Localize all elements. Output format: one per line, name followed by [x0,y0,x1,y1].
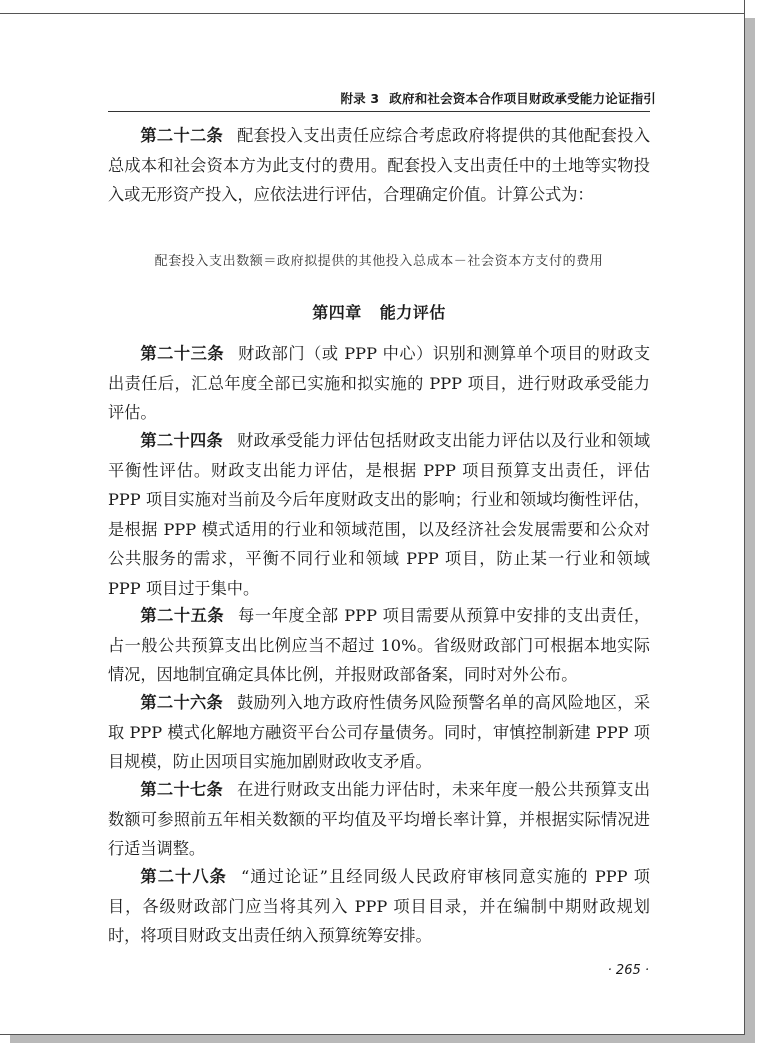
running-head [340,89,656,107]
article-22-text: 配套投入支出责任应综合考虑政府将提供的其他配套投入总成本和社会资本方为此支付的费用。配套投入支出责任中的土地等实物投入或无形资产投入，应依法进行评估，合理确定价值。计算公式为： [108,126,651,204]
article-28-text: “通过论证”且经同级人民政府审核同意实施的 PPP 项目，各级财政部门应当将其列入 PPP 项目目录，并在编制中期财政规划时，将项目财政支出责任纳入预算统筹安排。 [108,867,650,945]
chapter-heading [108,300,650,323]
page-number: · 265 · [607,963,649,978]
article-25 [108,601,650,690]
article-26 [108,688,650,777]
article-26-number: 第二十六条 [140,693,224,712]
article-24-text: 财政承受能力评估包括财政支出能力评估以及行业和领域平衡性评估。财政支出能力评估，是根据 PPP 项目预算支出责任，评估 PPP 项目实施对当前及今后年度财政支出的影响；行业和领域均衡性评估，是根据 PPP 模式适用的行业和领域范围，以及经济社会发展需要和公众对公共服务的需求，平衡不同行业和领域 PPP 项目，防止某一行业和领域 PPP 项目过于集中。 [108,431,651,598]
formula: 配套投入支出数额＝政府拟提供的其他投入总成本－社会资本方支付的费用 [154,254,604,269]
article-23-text: 财政部门（或 PPP 中心）识别和测算单个项目的财政支出责任后，汇总年度全部已实施和拟实施的 PPP 项目，进行财政承受能力评估。 [108,344,651,422]
running-head-appendix: 附录 3 [340,91,380,106]
running-head-title: 政府和社会资本合作项目财政承受能力论证指引 [389,91,656,106]
article-25-text: 每一年度全部 PPP 项目需要从预算中安排的支出责任，占一般公共预算支出比例应当不超过 10%。省级财政部门可根据本地实际情况，因地制宜确定具体比例，并报财政部备案，同时对外公布。 [108,606,651,684]
chapter-number: 第四章 [312,303,362,322]
chapter-title: 能力评估 [379,303,446,322]
article-24-number: 第二十四条 [140,431,224,450]
page-frame-top [0,0,745,14]
header-rule [108,111,650,112]
article-22-number: 第二十二条 [140,126,224,145]
page-shadow-right [745,18,755,1042]
article-27-text: 在进行财政支出能力评估时，未来年度一般公共预算支出数额可参照前五年相关数额的平均值及平均增长率计算，并根据实际情况进行适当调整。 [108,780,651,858]
page-shadow-bottom [10,1035,755,1043]
article-22 [108,121,650,210]
article-24 [108,426,650,603]
article-27-number: 第二十七条 [140,780,224,799]
article-26-text: 鼓励列入地方政府性债务风险预警名单的高风险地区，采取 PPP 模式化解地方融资平台公司存量债务。同时，审慎控制新建 PPP 项目规模，防止因项目实施加剧财政收支矛盾。 [108,693,651,771]
article-27 [108,775,650,864]
article-23 [108,339,650,428]
article-23-number: 第二十三条 [140,344,225,363]
article-28-number: 第二十八条 [140,867,227,886]
article-28 [108,862,650,951]
article-25-number: 第二十五条 [140,606,225,625]
